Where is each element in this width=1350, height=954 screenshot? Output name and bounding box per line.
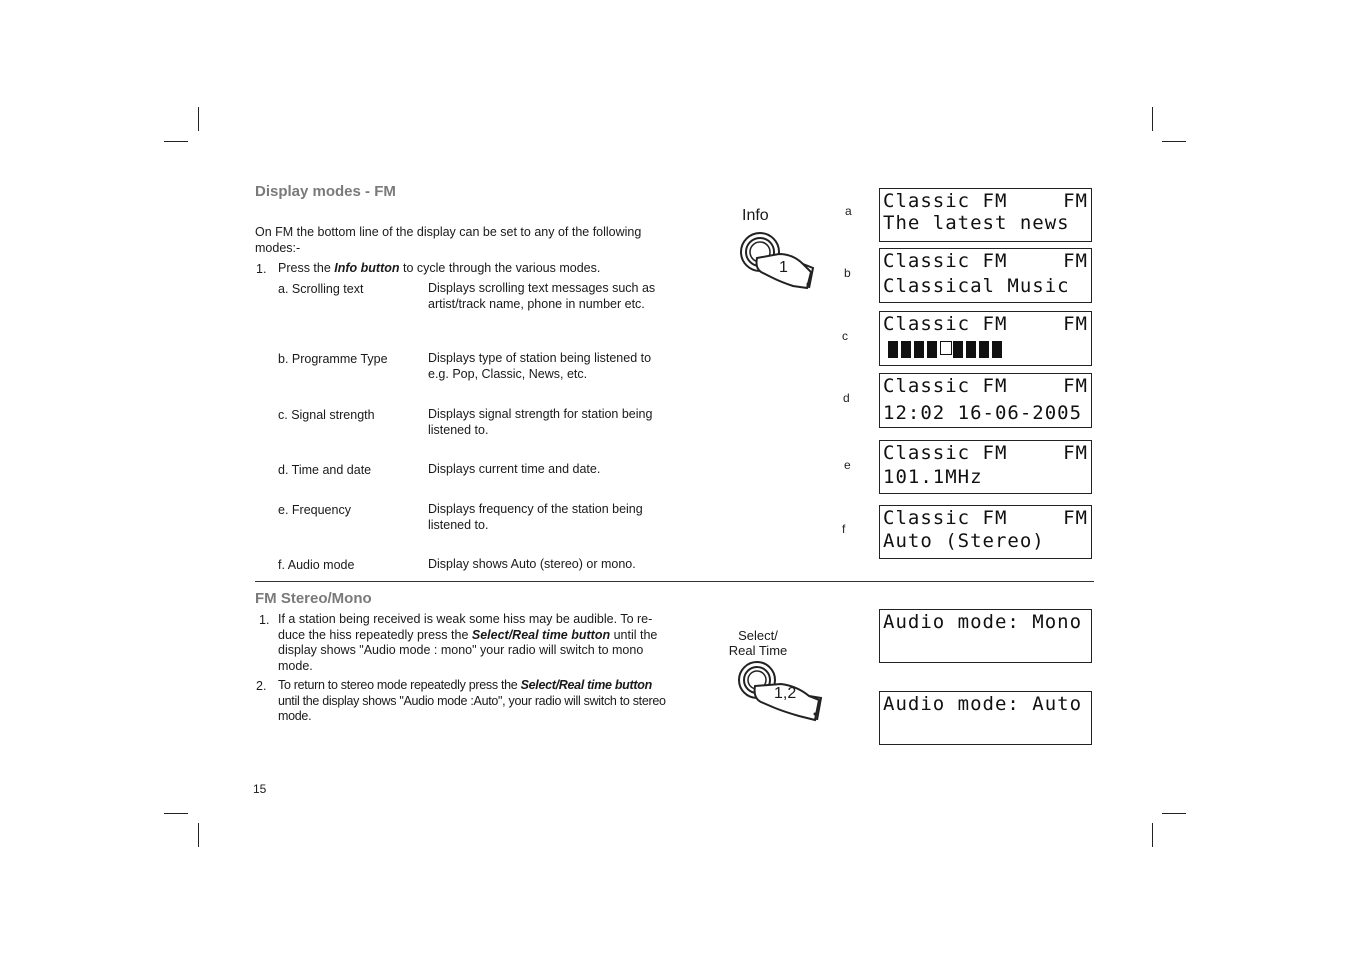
lcd-line-1-right: FM <box>1063 313 1088 335</box>
lcd-line-2: 101.1MHz <box>883 466 983 488</box>
crop-mark <box>164 813 188 814</box>
lcd-display-e <box>879 440 1092 494</box>
section-divider <box>255 581 1094 582</box>
lcd-line-1-left: Classic FM <box>883 375 1008 397</box>
lcd-audio-mono <box>879 609 1092 663</box>
mode-description: Displays scrolling text messages such as artist/track name, phone in number etc. <box>428 281 656 311</box>
mode-description: Display shows Auto (stereo) or mono. <box>428 557 636 571</box>
lcd-display-a <box>879 188 1092 242</box>
lcd-audio-auto <box>879 691 1092 745</box>
item-2-bold: Select/Real time button <box>520 678 652 692</box>
display-letter: b <box>844 266 851 280</box>
lcd-line-1-right: FM <box>1063 442 1088 464</box>
crop-mark <box>198 823 199 847</box>
lcd-line-1-left: Classic FM <box>883 442 1008 464</box>
signal-segment <box>979 341 989 358</box>
item-1-bold: Select/Real time button <box>471 627 611 642</box>
mode-description: Displays signal strength for station being listened to. <box>428 407 653 437</box>
mode-description: Displays type of station being listened to e.g. Pop, Classic, News, etc. <box>428 351 652 381</box>
crop-mark <box>1152 823 1153 847</box>
lcd-line-2: Classical Music <box>883 275 1070 297</box>
lcd-line-1: Audio mode: Mono <box>883 611 1083 633</box>
lcd-display-d <box>879 373 1092 428</box>
step-1-post: to cycle through the various modes. <box>399 261 601 275</box>
lcd-line-1-left: Classic FM <box>883 190 1008 212</box>
mode-description: Displays frequency of the station being listened to. <box>428 502 643 532</box>
mode-label: a. Scrolling text <box>278 282 364 296</box>
intro-line-2: modes:- <box>255 241 301 255</box>
mode-label: d. Time and date <box>278 463 372 477</box>
lcd-line-1-left: Classic FM <box>883 507 1008 529</box>
lcd-line-1-right: FM <box>1063 250 1088 272</box>
signal-segment <box>927 341 937 358</box>
lcd-line-2: 12:02 16-06-2005 <box>883 402 1083 424</box>
crop-mark <box>1162 141 1186 142</box>
info-press-number: 1 <box>779 259 788 276</box>
mode-label: c. Signal strength <box>278 408 375 422</box>
crop-mark <box>1162 813 1186 814</box>
stereo-mono-item-2 <box>278 678 666 725</box>
lcd-line-2: Auto (Stereo) <box>883 530 1045 552</box>
display-letter: d <box>843 391 850 405</box>
step-1-pre: Press the <box>278 261 335 275</box>
step-1-bold: Info button <box>334 261 400 275</box>
step-number: 1. <box>256 262 267 276</box>
signal-segment <box>901 341 911 358</box>
display-letter: c <box>842 329 848 343</box>
item-2-post: until the display shows "Audio mode :Auto", your radio will switch to stereo mode. <box>278 693 666 723</box>
item-1-post: until the display shows "Audio mode : mono" your radio will switch to mono mode. <box>278 627 658 673</box>
lcd-line-1-left: Classic FM <box>883 250 1008 272</box>
item-number: 2. <box>256 679 267 693</box>
signal-segment <box>992 341 1002 358</box>
section-heading-stereo-mono: FM Stereo/Mono <box>255 590 372 607</box>
signal-segment <box>940 341 952 355</box>
signal-segment <box>953 341 963 358</box>
display-letter: e <box>844 458 851 472</box>
signal-segment <box>966 341 976 358</box>
signal-segment <box>888 341 898 358</box>
info-button-label: Info <box>742 207 769 224</box>
item-1-pre: If a station being received is weak some hiss may be audible. To re-duce the hiss repeatedly press the <box>278 612 653 642</box>
crop-mark <box>164 141 188 142</box>
lcd-line-1-right: FM <box>1063 190 1088 212</box>
signal-strength-bars <box>888 341 1008 359</box>
select-button-label-line-1: Select/ <box>738 628 778 643</box>
lcd-line-1-right: FM <box>1063 375 1088 397</box>
item-number: 1. <box>259 613 270 627</box>
display-letter: a <box>845 204 852 218</box>
mode-label: b. Programme Type <box>278 352 388 366</box>
lcd-display-b <box>879 248 1092 303</box>
select-press-number: 1,2 <box>774 685 797 702</box>
step-1-text <box>278 261 600 277</box>
stereo-mono-item-1 <box>278 612 666 674</box>
lcd-display-f <box>879 505 1092 559</box>
lcd-line-1-right: FM <box>1063 507 1088 529</box>
section-heading-display-modes: Display modes - FM <box>255 183 396 200</box>
mode-label: f. Audio mode <box>278 558 355 572</box>
lcd-line-2: The latest news <box>883 212 1070 234</box>
display-letter: f <box>842 522 846 536</box>
page-number: 15 <box>253 782 267 796</box>
intro-line-1: On FM the bottom line of the display can be set to any of the following <box>255 225 642 239</box>
mode-description: Displays current time and date. <box>428 462 601 476</box>
info-button-press-icon <box>735 228 820 294</box>
lcd-display-c <box>879 311 1092 366</box>
crop-mark <box>198 107 199 131</box>
signal-segment <box>914 341 924 358</box>
mode-label: e. Frequency <box>278 503 351 517</box>
lcd-line-1-left: Classic FM <box>883 313 1008 335</box>
item-2-pre: To return to stereo mode repeatedly press the <box>278 678 521 692</box>
crop-mark <box>1152 107 1153 131</box>
select-button-label-line-2: Real Time <box>728 643 788 658</box>
lcd-line-1: Audio mode: Auto <box>883 693 1083 715</box>
